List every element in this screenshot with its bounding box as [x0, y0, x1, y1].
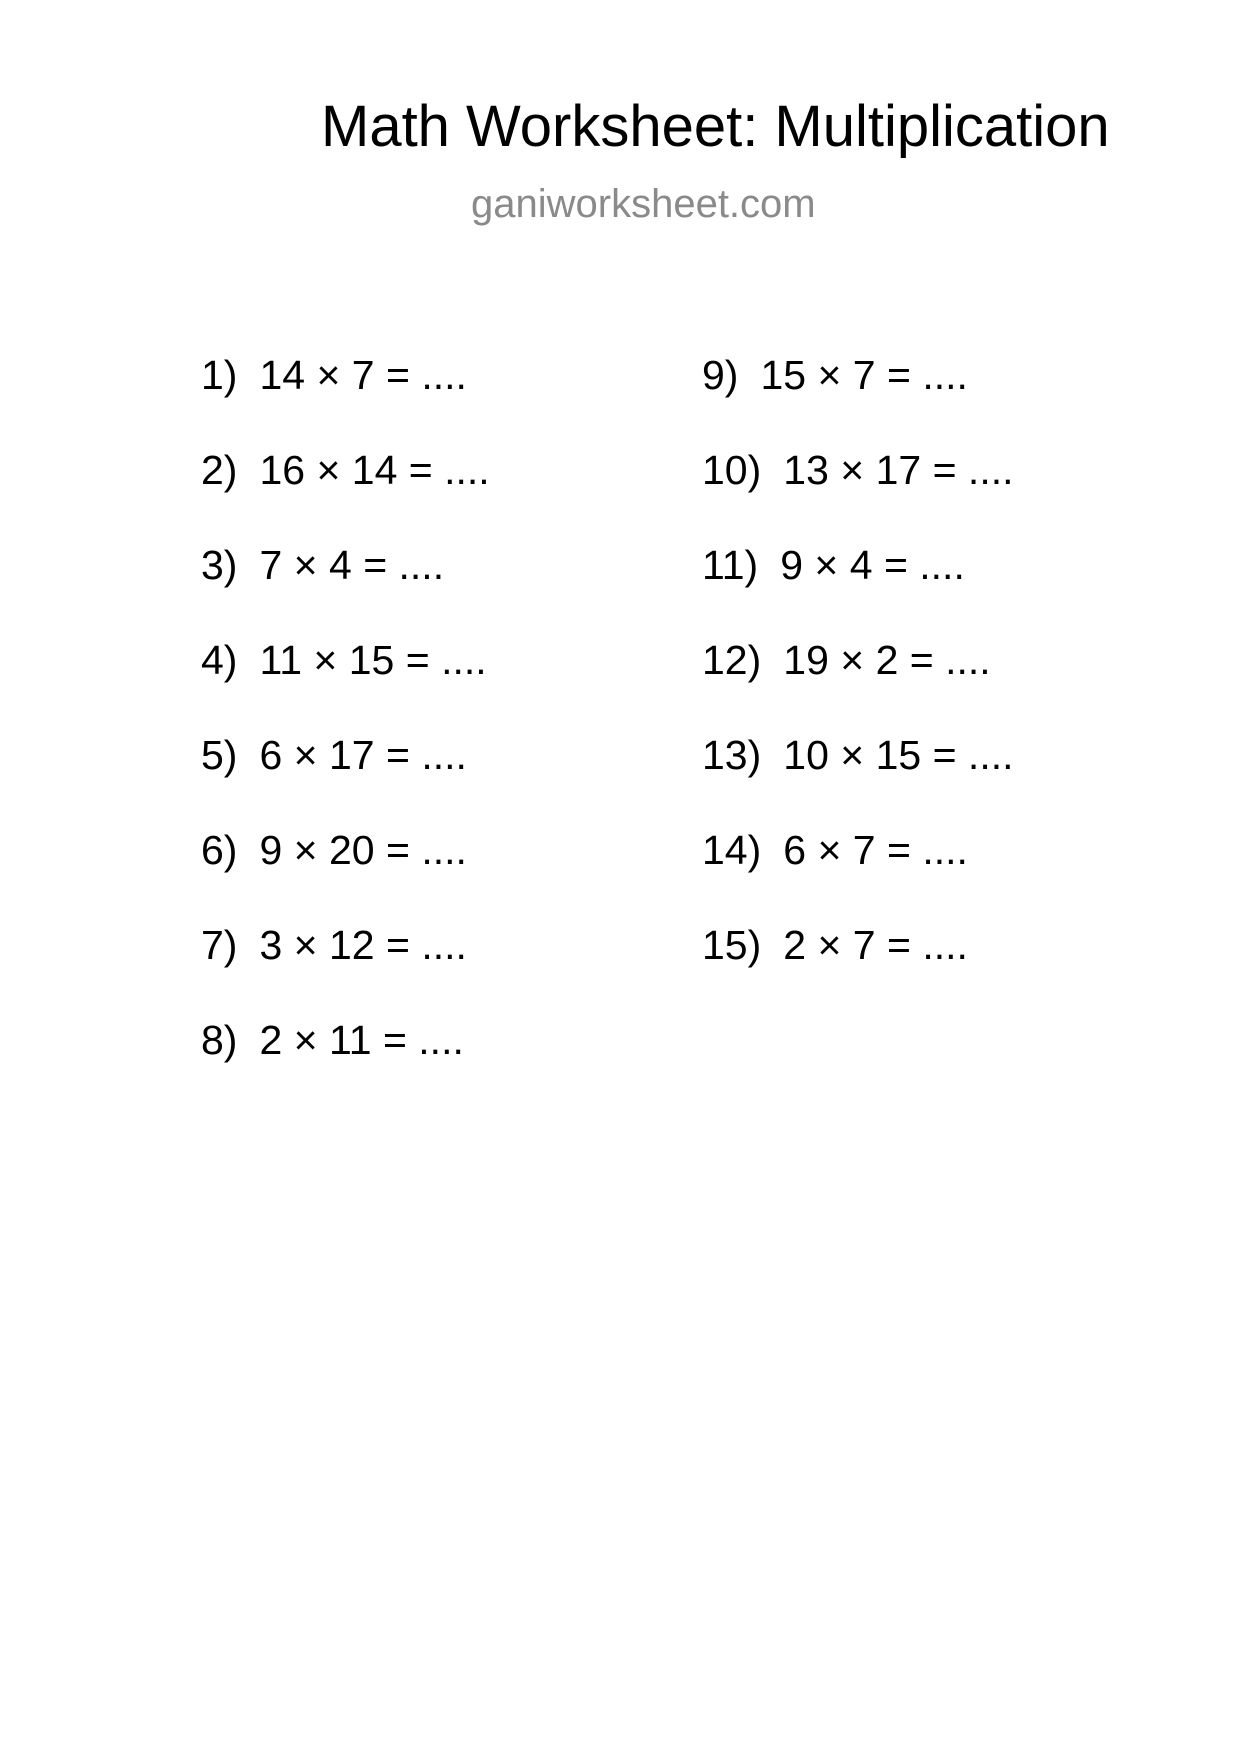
- problem-expression: 10 × 15 = ....: [783, 732, 1014, 778]
- problem-expression: 6 × 17 = ....: [259, 732, 467, 778]
- problem-item: [201, 732, 490, 830]
- problem-number: 14): [702, 827, 762, 873]
- problem-expression: 11 × 15 = ....: [259, 637, 487, 683]
- problem-number: 11): [702, 542, 759, 588]
- problem-column-right: [702, 352, 1014, 1020]
- problem-item: [201, 922, 490, 1020]
- problem-expression: 9 × 20 = ....: [259, 827, 467, 873]
- problem-item: [201, 447, 490, 545]
- problem-item: [201, 637, 490, 735]
- problem-expression: 6 × 7 = ....: [783, 827, 968, 873]
- problem-item: [702, 447, 1014, 545]
- problem-number: 6): [201, 827, 238, 873]
- problem-item: [201, 827, 490, 925]
- problem-number: 10): [702, 447, 762, 493]
- problem-item: [702, 732, 1014, 830]
- problem-number: 1): [201, 352, 238, 398]
- problem-number: 9): [702, 352, 739, 398]
- problem-number: 4): [201, 637, 238, 683]
- problem-number: 5): [201, 732, 238, 778]
- problem-number: 15): [702, 922, 762, 968]
- problem-item: [702, 542, 1014, 640]
- problem-item: [702, 637, 1014, 735]
- problem-expression: 2 × 7 = ....: [783, 922, 968, 968]
- problem-expression: 3 × 12 = ....: [259, 922, 467, 968]
- problem-number: 2): [201, 447, 238, 493]
- problem-expression: 2 × 11 = ....: [259, 1017, 464, 1063]
- problem-number: 8): [201, 1017, 238, 1063]
- problem-column-left: [201, 352, 490, 1115]
- problem-expression: 7 × 4 = ....: [259, 542, 445, 588]
- problem-number: 13): [702, 732, 762, 778]
- problem-expression: 19 × 2 = ....: [783, 637, 991, 683]
- problem-expression: 16 × 14 = ....: [259, 447, 490, 493]
- problem-expression: 9 × 4 = ....: [780, 542, 965, 588]
- problem-item: [201, 352, 490, 450]
- problem-item: [201, 1017, 490, 1115]
- problem-number: 12): [702, 637, 762, 683]
- problem-expression: 13 × 17 = ....: [783, 447, 1014, 493]
- problem-item: [201, 542, 490, 640]
- website-name: ganiworksheet.com: [471, 182, 816, 226]
- problem-expression: 14 × 7 = ....: [259, 352, 467, 398]
- worksheet-title: Math Worksheet: Multiplication: [321, 94, 1110, 159]
- problem-number: 7): [201, 922, 238, 968]
- problem-expression: 15 × 7 = ....: [760, 352, 968, 398]
- problem-item: [702, 827, 1014, 925]
- problem-number: 3): [201, 542, 238, 588]
- problem-item: [702, 922, 1014, 1020]
- problem-item: [702, 352, 1014, 450]
